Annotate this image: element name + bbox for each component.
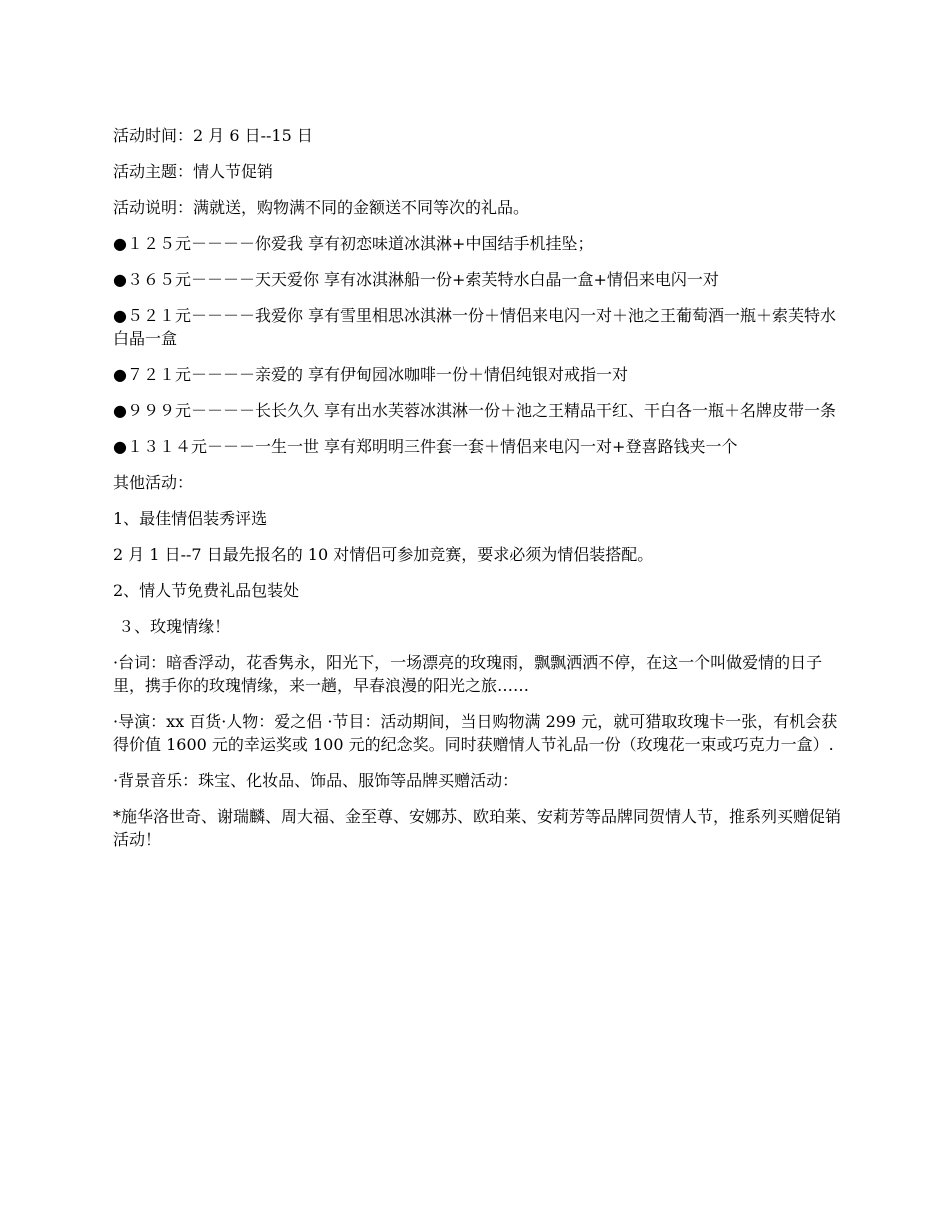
activity-1-detail: 2 月 1 日--7 日最先报名的 10 对情侣可参加竞赛，要求必须为情侣装搭配。 — [113, 545, 654, 564]
activity-theme: 活动主题：情人节促销 — [113, 162, 274, 181]
activity-3-title: ３、玫瑰情缘！ — [113, 617, 231, 636]
gift-tier-365: ●３６５元－－－－天天爱你 享有冰淇淋船一份+索芙特水白晶一盒+情侣来电闪一对 — [113, 270, 719, 289]
gift-tier-1314: ●１３１４元－－－一生一世 享有郑明明三件套一套＋情侣来电闪一对+登喜路钱夹一个 — [113, 437, 738, 456]
activity-3-music: ·背景音乐：珠宝、化妆品、饰品、服饰等品牌买赠活动： — [113, 771, 519, 790]
activity-2-title: 2、情人节免费礼品包装处 — [113, 581, 300, 600]
gift-tier-521: ●５２１元－－－－我爱你 享有雪里相思冰淇淋一份＋情侣来电闪一对＋池之王葡萄酒一瓶＋索芙特水白晶一盒 — [113, 306, 837, 348]
gift-tier-125: ●１２５元－－－－你爱我 享有初恋味道冰淇淋+中国结手机挂坠； — [113, 234, 594, 253]
activity-3-script: ·台词：暗香浮动，花香隽永，阳光下，一场漂亮的玫瑰雨，飘飘洒洒不停，在这一个叫做爱情的日子里，携手你的玫瑰情缘，来一趟，早春浪漫的阳光之旅…… — [113, 653, 823, 695]
other-activities-heading: 其他活动： — [113, 473, 194, 492]
activity-description: 活动说明：满就送，购物满不同的金额送不同等次的礼品。 — [113, 198, 530, 217]
gift-tier-999: ●９９９元－－－－长长久久 享有出水芙蓉冰淇淋一份＋池之王精品干红、干白各一瓶＋名牌皮带一条 — [113, 401, 837, 420]
brand-promotion: *施华洛世奇、谢瑞麟、周大福、金至尊、安娜苏、欧珀莱、安莉芳等品牌同贺情人节，推系列买赠促销活动！ — [113, 807, 842, 849]
activity-time: 活动时间：2 月 6 日--15 日 — [113, 126, 313, 145]
activity-1-title: 1、最佳情侣装秀评选 — [113, 509, 268, 528]
activity-3-program: ·导演：xx 百货·人物：爱之侣 ·节目：活动期间，当日购物满 299 元，就可猎取玫瑰卡一张，有机会获得价值 1600 元的幸运奖或 100 元的纪念奖。同时获赠情人节礼品一份（玫瑰花一束或巧克力一盒）. — [113, 712, 838, 754]
gift-tier-721: ●７２１元－－－－亲爱的 享有伊甸园冰咖啡一份＋情侣纯银对戒指一对 — [113, 365, 629, 384]
